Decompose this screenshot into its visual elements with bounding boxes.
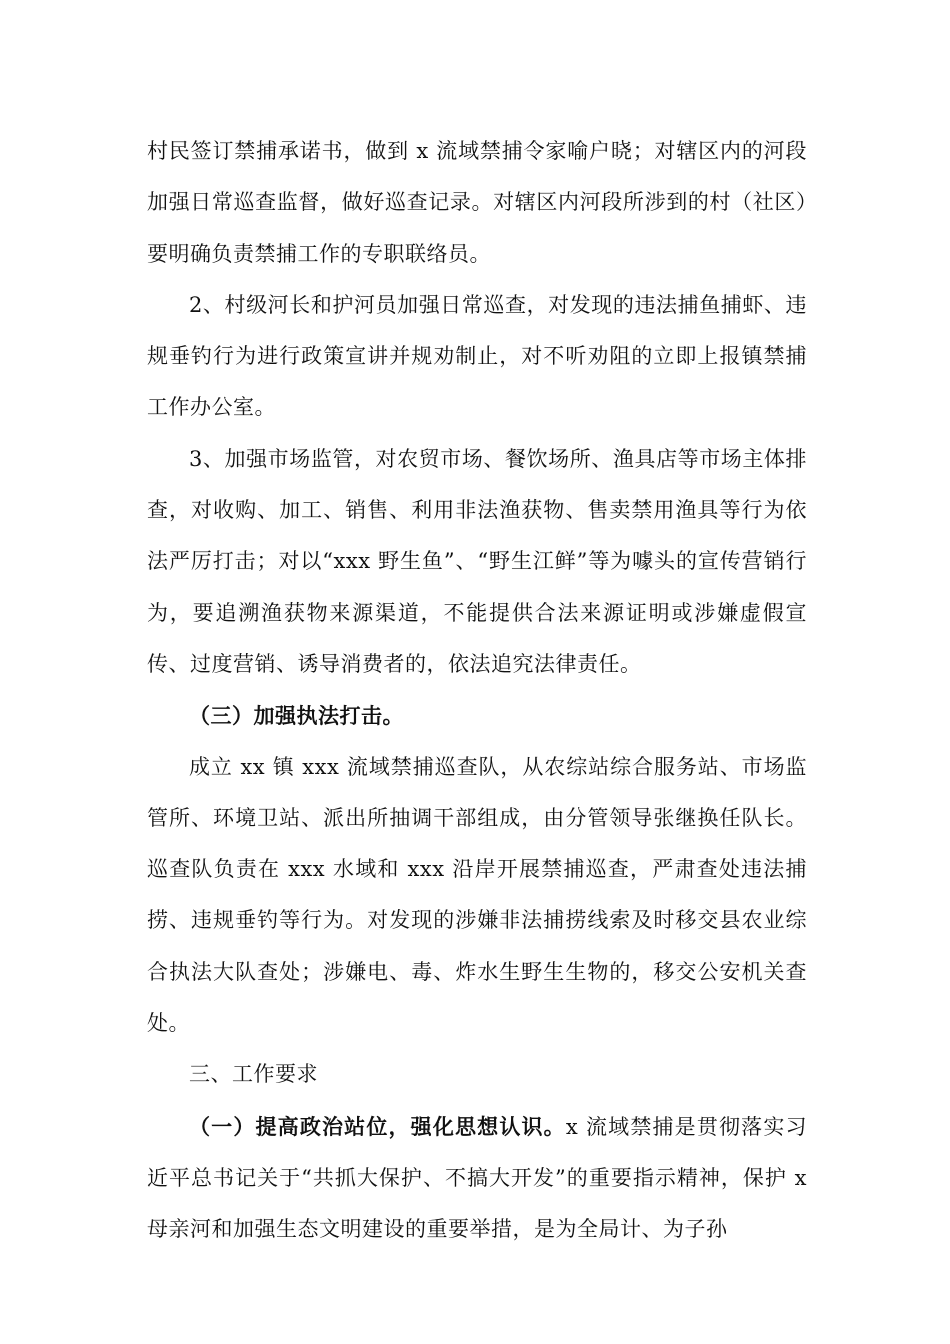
section-heading-work-requirements: 三、工作要求 — [189, 1062, 318, 1087]
document-body — [147, 126, 807, 1256]
paragraph-river-chief-patrol: 2、村级河长和护河员加强日常巡查，对发现的违法捕鱼捕虾、违规垂钓行为进行政策宣讲并规劝制止，对不听劝阻的立即上报镇禁捕工作办公室。 — [147, 292, 807, 420]
section-heading-enforcement: （三）加强执法打击。 — [189, 703, 404, 729]
paragraph-body: x 流域禁捕是贯彻落实习近平总书记关于“共抓大保护、不搞大开发”的重要指示精神，保护 x 母亲河和加强生态文明建设的重要举措，是为全局计、为子孙 — [147, 1114, 807, 1242]
paragraph-patrol-team: 成立 xx 镇 xxx 流域禁捕巡查队，从农综站综合服务站、市场监管所、环境卫站、派出所抽调干部组成，由分管领导张继换任队长。巡查队负责在 xxx 水域和 xxx 沿岸开展禁捕巡查，严肃查处违法捕捞、违规垂钓等行为。对发现的涉嫌非法捕捞线索及时移交县农业综合执法大队查处；涉嫌电、毒、炸水生野生生物的，移交公安机关查处。 — [147, 754, 807, 1036]
paragraph-political-awareness — [147, 1101, 807, 1256]
paragraph-village-commitment: 村民签订禁捕承诺书，做到 x 流域禁捕令家喻户晓；对辖区内的河段加强日常巡查监督，做好巡查记录。对辖区内河段所涉到的村（社区）要明确负责禁捕工作的专职联络员。 — [147, 139, 807, 266]
paragraph-market-supervision: 3、加强市场监管，对农贸市场、餐饮场所、渔具店等市场主体排查，对收购、加工、销售、利用非法渔获物、售卖禁用渔具等行为依法严厉打击；对以“xxx 野生鱼”、“野生江鲜”等为噱头的宣传营销行为，要追溯渔获物来源渠道，不能提供合法来源证明或涉嫌虚假宣传、过度营销、诱导消费者的，依法追究法律责任。 — [147, 446, 807, 676]
paragraph-lead-in: （一）提高政治站位，强化思想认识。 — [189, 1113, 566, 1139]
